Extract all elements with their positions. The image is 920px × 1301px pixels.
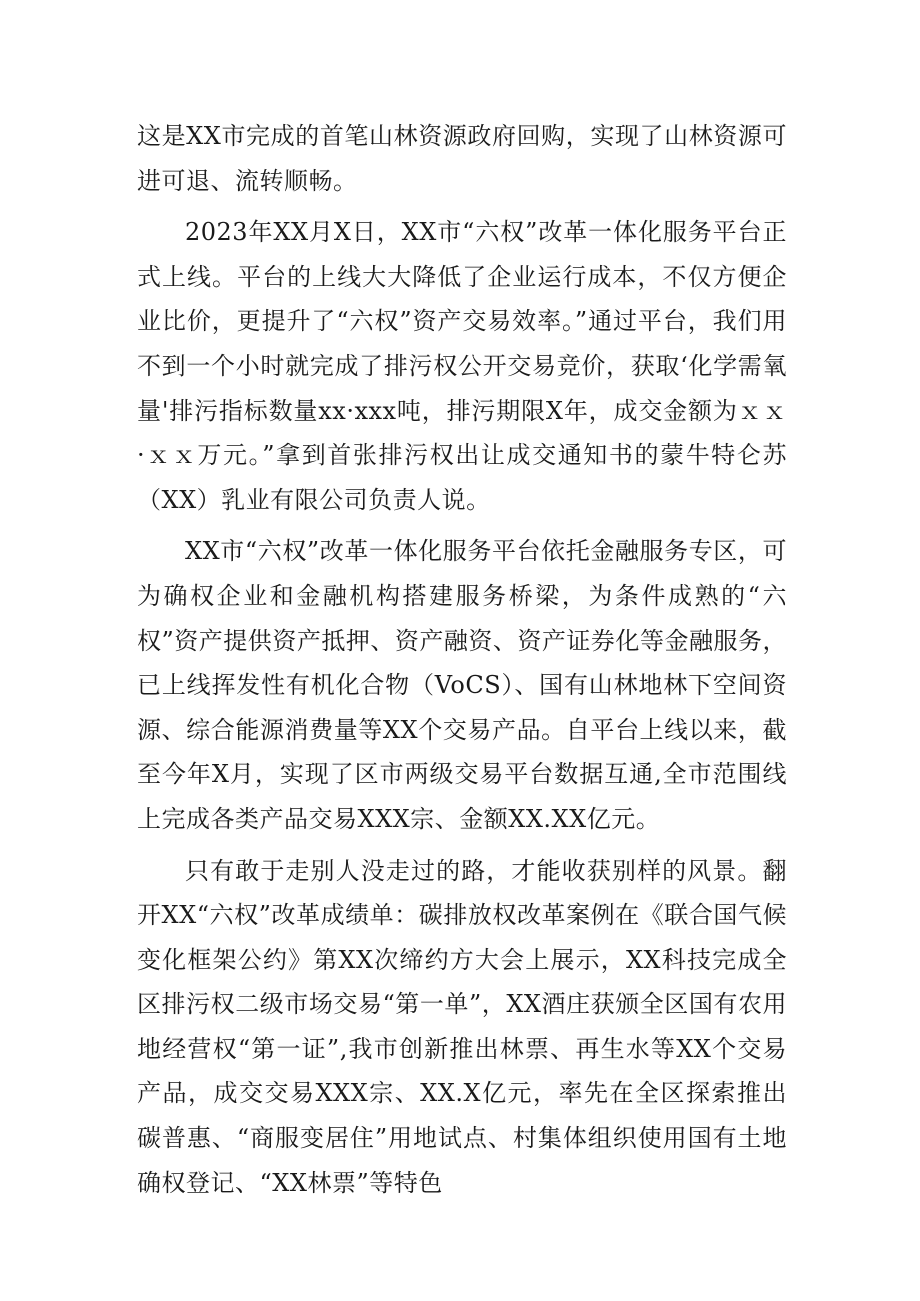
paragraph-reform-results: 只有敢于走别人没走过的路，才能收获别样的风景。翻开XX“六权”改革成绩单：碳排放权改革案例在《联合国气候变化框架公约》第XX次缔约方大会上展示，XX科技完成全区排污权二级市场交易“第一单”，XX酒庄获颁全区国有农用地经营权“第一证”,我市创新推出林票、再生水等XX个交易产品，成交交易XXX宗、XX.X亿元，率先在全区探索推出碳普惠、“商服变居住”用地试点、村集体组织使用国有土地确权登记、“XX林票”等特色 — [137, 856, 787, 1197]
paragraph-financial-services: XX市“六权”改革一体化服务平台依托金融服务专区，可为确权企业和金融机构搭建服务桥梁，为条件成熟的“六权”资产提供资产抵押、资产融资、资产证券化等金融服务，已上线挥发性有机化合物（VoCS）、国有山林地林下空间资源、综合能源消费量等XX个交易产品。自平台上线以来，截至今年X月，实现了区市两级交易平台数据互通,全市范围线上完成各类产品交易XXX宗、金额XX.XX亿元。 — [137, 537, 787, 833]
document-body — [137, 114, 787, 1212]
paragraph-continuation: 这是XX市完成的首笔山林资源政府回购，实现了山林资源可进可退、流转顺畅。 — [137, 122, 787, 195]
paragraph-platform-launch: 2023年XX月X日，XX市“六权”改革一体化服务平台正式上线。平台的上线大大降低了企业运行成本，不仅方便企业比价，更提升了“六权”资产交易效率。”通过平台，我们用不到一个小时就完成了排污权公开交易竞价，获取‘化学需氧量'排污指标数量xx·xxx吨，排污期限X年，成交金额为ｘｘ·ｘｘ万元。”拿到首张排污权出让成交通知书的蒙牛特仑苏（XX）乳业有限公司负责人说。 — [137, 218, 787, 514]
